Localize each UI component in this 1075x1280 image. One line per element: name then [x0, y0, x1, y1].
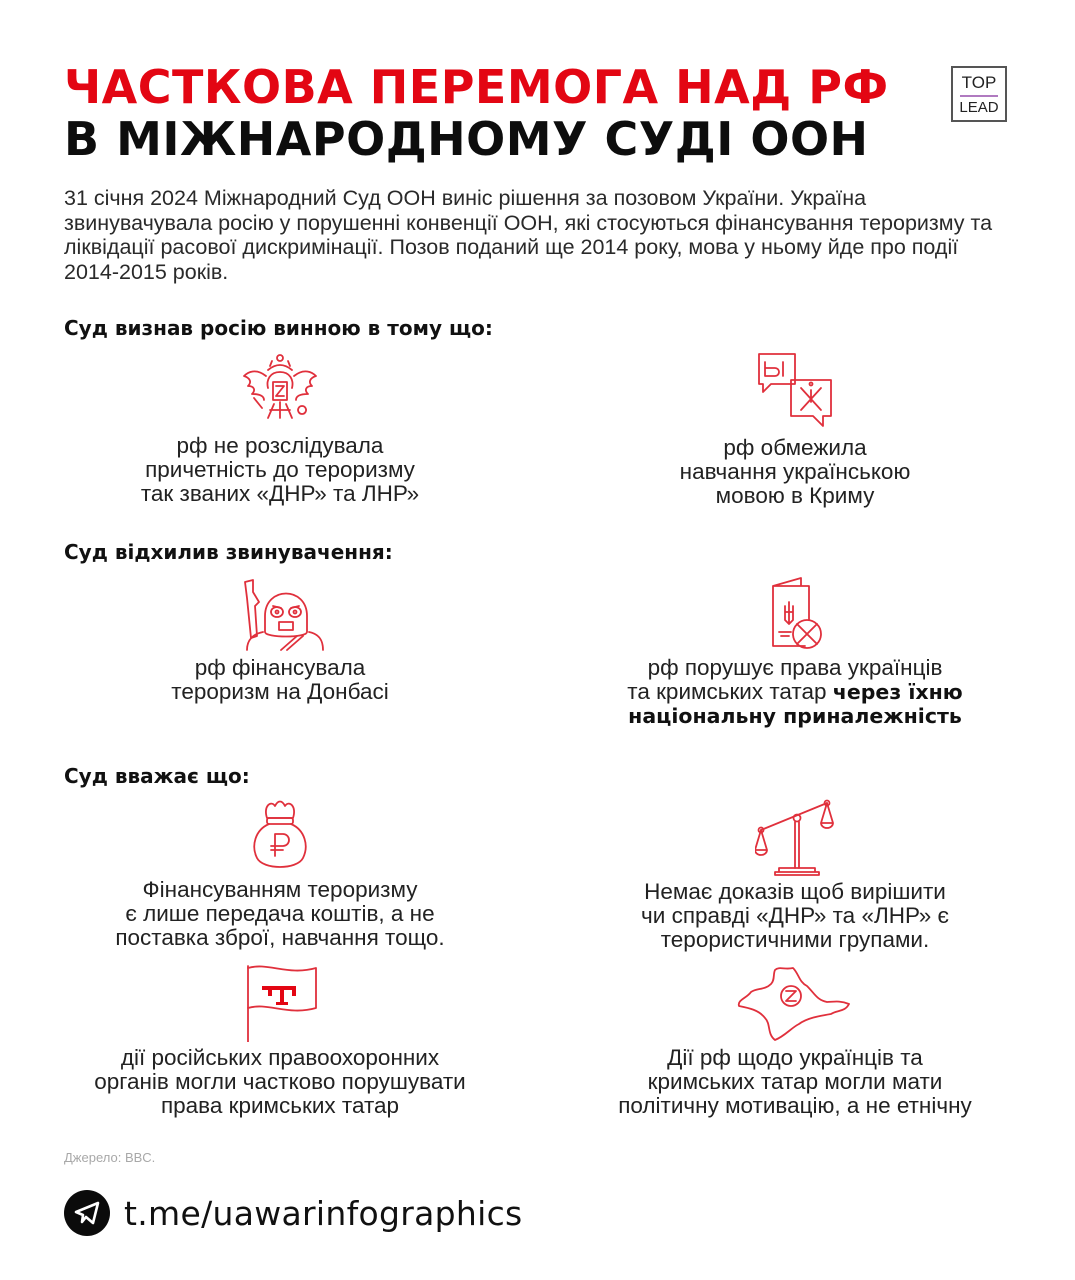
- finding-text-regular: рф порушує права українців та кримських татар: [627, 655, 943, 704]
- section-heading-rejected: Суд відхилив звинувачення:: [64, 540, 393, 564]
- finding-text-bold: через їхню національну приналежність: [628, 680, 963, 728]
- finding-item: [580, 798, 1010, 952]
- crimean-tatar-flag-icon: [240, 964, 320, 1042]
- finding-item: [80, 576, 480, 704]
- telegram-footer[interactable]: [64, 1190, 523, 1236]
- finding-item: [580, 352, 1010, 508]
- telegram-link[interactable]: t.me/uawarinfographics: [124, 1193, 523, 1233]
- title-line-2: В МІЖНАРОДНОМУ СУДІ ООН: [64, 112, 869, 166]
- finding-item: [80, 964, 480, 1118]
- finding-item: [580, 576, 1010, 728]
- finding-text: рф не розслідувала причетність до тероризму так званих «ДНР» та ЛНР»: [140, 433, 420, 506]
- finding-text: Фінансуванням тероризму є лише передача коштів, а не поставка зброї, навчання тощо.: [115, 877, 445, 950]
- section-heading-court-believes: Суд вважає що:: [64, 764, 250, 788]
- logo-bottom-text: LEAD: [959, 99, 999, 116]
- finding-text: Дії рф щодо українців та кримських татар могли мати політичну мотивацію, а не етнічну: [618, 1045, 972, 1118]
- source-note: Джерело: BBC.: [64, 1150, 156, 1165]
- ruble-money-bag-icon: [245, 798, 315, 870]
- finding-text: Немає доказів щоб вирішити чи справді «ДНР» та «ЛНР» є терористичними групами.: [641, 879, 949, 952]
- logo-top-text: TOP: [961, 73, 997, 92]
- logo-divider: [960, 95, 998, 97]
- finding-text: рф обмежила навчання українською мовою в Криму: [679, 435, 911, 508]
- scales-icon: [755, 798, 835, 876]
- language-speech-bubbles-icon: [755, 352, 835, 432]
- crossed-ukrainian-passport-icon: [755, 576, 835, 652]
- title-line-1: ЧАСТКОВА ПЕРЕМОГА НАД РФ: [64, 60, 889, 114]
- intro-paragraph: 31 січня 2024 Міжнародний Суд ООН виніс рішення за позовом України. Україна звинувачувала росію у порушенні конвенції ООН, які стосуються фінансування тероризму та ліквідації расової дискримінації. Позов поданий ще 2014 року, мова у ньому йде про події 2014-2015 років.: [64, 186, 993, 284]
- telegram-icon: [64, 1190, 110, 1236]
- masked-terrorist-icon: [235, 576, 325, 652]
- finding-text: дії російських правоохоронних органів могли частково порушувати права кримських татар: [94, 1045, 466, 1118]
- finding-text: рф фінансувала тероризм на Донбасі: [171, 655, 389, 704]
- finding-item: [80, 798, 480, 950]
- crimea-map-z-icon: [735, 964, 855, 1042]
- finding-item: [80, 352, 480, 506]
- finding-item: [580, 964, 1010, 1118]
- russian-coat-of-arms-icon: [240, 352, 320, 424]
- finding-text: [580, 656, 1010, 728]
- section-heading-guilty: Суд визнав росію винною в тому що:: [64, 316, 493, 340]
- toplead-logo: [951, 66, 1007, 122]
